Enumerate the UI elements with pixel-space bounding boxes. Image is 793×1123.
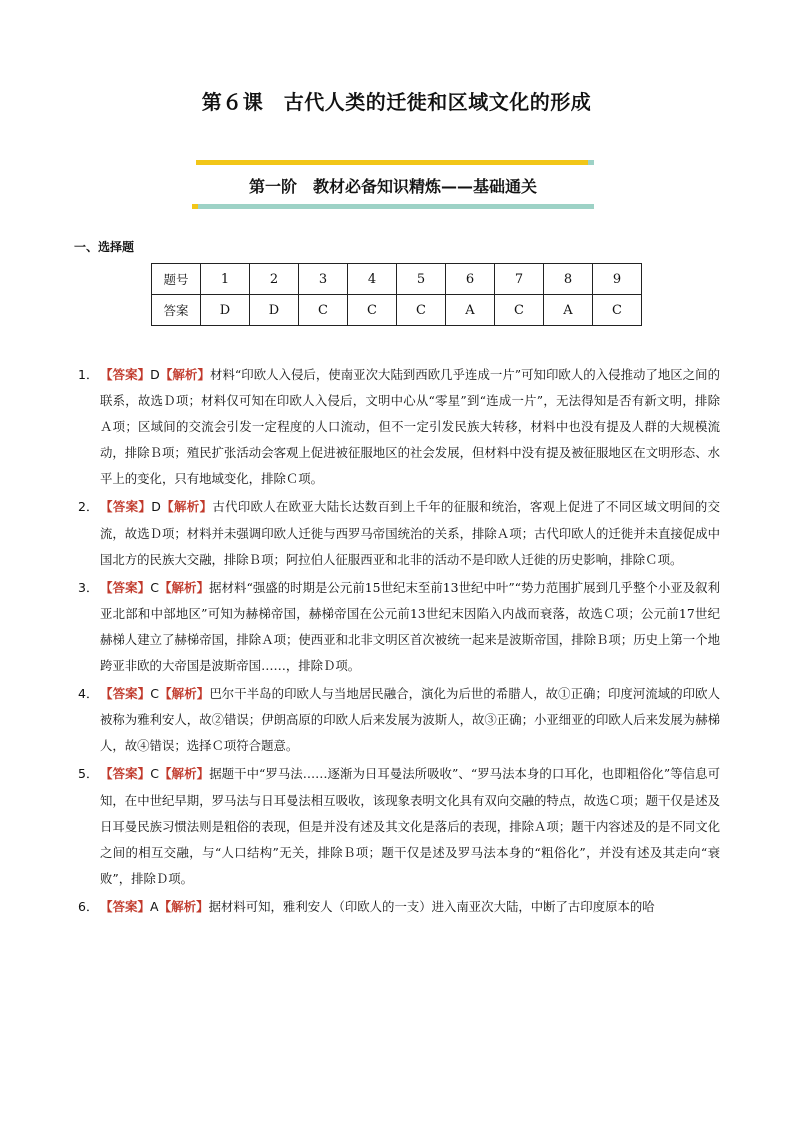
section-banner: [192, 160, 596, 210]
item-number: 5．: [78, 766, 99, 782]
question-number-row: [152, 264, 642, 295]
answer-cell: A: [544, 295, 593, 326]
item-number: 1．: [78, 367, 99, 382]
page-title: 第６课 古代人类的迁徙和区域文化的形成: [201, 90, 592, 114]
item-number: 2．: [78, 499, 99, 515]
answer-cell: C: [348, 295, 397, 326]
question-number: 9: [593, 264, 642, 295]
answer-cell: D: [201, 295, 250, 326]
answer-tag: 【答案】: [100, 579, 151, 595]
question-number-label: 题号: [152, 264, 201, 295]
section-heading: 一、选择题: [74, 240, 135, 254]
analysis-text: 据材料“强盛的时期是公元前15世纪末至前13世纪中叶”“势力范围扩展到几乎整个小亚及叙利亚北部和中部地区”可知为赫梯帝国，赫梯帝国在公元前13世纪末因陷入内战而衰落，故选Ｃ项；公元前17世纪赫梯人建立了赫梯帝国，排除Ａ项；使西亚和北非文明区首次被统一起来是波斯帝国，排除Ｂ项；历史上第一个地跨亚非欧的大帝国是波斯帝国……，排除Ｄ项。: [100, 579, 720, 674]
answer-tag: 【答案】: [100, 686, 151, 702]
banner-top-bar: [196, 160, 588, 165]
explanation-item: [78, 681, 720, 759]
analysis-text: 材料“印欧人入侵后，使南亚次大陆到西欧几乎连成一片”可知印欧人的入侵推动了地区之间的联系，故选Ｄ项；材料仅可知在印欧人入侵后，文明中心从“零星”到“连成一片”，无法得知是否有新文明，排除Ａ项；区域间的交流会引发一定程度的人口流动，但不一定引发民族大转移，材料中也没有提及人群的大规模流动，排除Ｂ项；殖民扩张活动会客观上促进被征服地区的社会发展，但材料中没有提及被征服地区在文明形态、水平上的变化，只有地域变化，排除Ｃ项。: [100, 367, 720, 487]
question-number: 7: [495, 264, 544, 295]
answer-cell: D: [250, 295, 299, 326]
analysis-tag: 【解析】: [158, 898, 209, 914]
answer-letter: D: [150, 367, 160, 382]
answer-cell: C: [593, 295, 642, 326]
explanation-item: [78, 761, 720, 891]
item-number: 4．: [78, 686, 99, 702]
answer-row: [152, 295, 642, 326]
question-number: 8: [544, 264, 593, 295]
answer-cell: C: [299, 295, 348, 326]
answer-letter: D: [151, 499, 161, 515]
explanation-list: [78, 362, 720, 922]
answer-tag: 【答案】: [100, 367, 151, 382]
banner-bottom-bar-end: [192, 204, 198, 209]
question-number: 5: [397, 264, 446, 295]
answer-cell: C: [397, 295, 446, 326]
analysis-text: 巴尔干半岛的印欧人与当地居民融合，演化为后世的希腊人，故①正确；印度河流域的印欧人被称为雅利安人，故②错误；伊朗高原的印欧人后来发展为波斯人，故③正确；小亚细亚的印欧人后来发展为赫梯人，故④错误；选择Ｃ项符合题意。: [100, 686, 720, 754]
answer-label: 答案: [152, 295, 201, 326]
banner-text: 第一阶 教材必备知识精炼——基础通关: [248, 177, 537, 196]
explanation-item: [78, 362, 720, 492]
answer-letter: A: [150, 898, 159, 914]
answer-tag: 【答案】: [100, 898, 151, 914]
answer-tag: 【答案】: [100, 499, 152, 515]
analysis-text: 据题干中“罗马法……逐渐为日耳曼法所吸收”、“罗马法本身的口耳化，也即粗俗化”等信息可知，在中世纪早期，罗马法与日耳曼法相互吸收，该现象表明文化具有双向交融的特点，故选Ｃ项；题干仅是述及日耳曼民族习惯法则是粗俗的表现，但是并没有述及其文化是落后的表现，排除Ａ项；题干内容述及的是不同文化之间的相互交融，与“人口结构”无关，排除Ｂ项；题干仅是述及罗马法本身的“粗俗化”，并没有述及其走向“衰败”，排除Ｄ项。: [100, 766, 720, 886]
question-number: 1: [201, 264, 250, 295]
analysis-text: 据材料可知，雅利安人（印欧人的一支）进入南亚次大陆，中断了古印度原本的哈: [208, 898, 655, 914]
analysis-text: 古代印欧人在欧亚大陆长达数百到上千年的征服和统治，客观上促进了不同区域文明间的交流，故选Ｄ项；材料并未强调印欧人迁徙与西罗马帝国统治的关系，排除Ａ项；古代印欧人的迁徙并未直接促成中国北方的民族大交融，排除Ｂ项；阿拉伯人征服西亚和北非的活动不是印欧人迁徙的历史影响，排除Ｃ项。: [100, 499, 720, 567]
banner-top-bar-end: [588, 160, 594, 165]
answer-letter: C: [150, 686, 159, 702]
answer-letter: C: [150, 766, 159, 782]
explanation-item: [78, 575, 720, 679]
answer-tag: 【答案】: [100, 766, 151, 782]
answer-cell: C: [495, 295, 544, 326]
analysis-tag: 【解析】: [160, 499, 213, 515]
answer-letter: C: [150, 579, 159, 595]
analysis-tag: 【解析】: [158, 766, 210, 782]
question-number: 2: [250, 264, 299, 295]
question-number: 3: [299, 264, 348, 295]
item-number: 3．: [78, 579, 99, 595]
answer-cell: A: [446, 295, 495, 326]
answer-table: [151, 263, 642, 326]
explanation-item: [78, 494, 720, 572]
question-number: 4: [348, 264, 397, 295]
banner-bottom-bar: [192, 204, 594, 209]
analysis-tag: 【解析】: [158, 579, 210, 595]
analysis-tag: 【解析】: [159, 367, 211, 382]
item-number: 6．: [78, 898, 99, 914]
question-number: 6: [446, 264, 495, 295]
analysis-tag: 【解析】: [159, 686, 210, 702]
explanation-item: [78, 894, 720, 920]
